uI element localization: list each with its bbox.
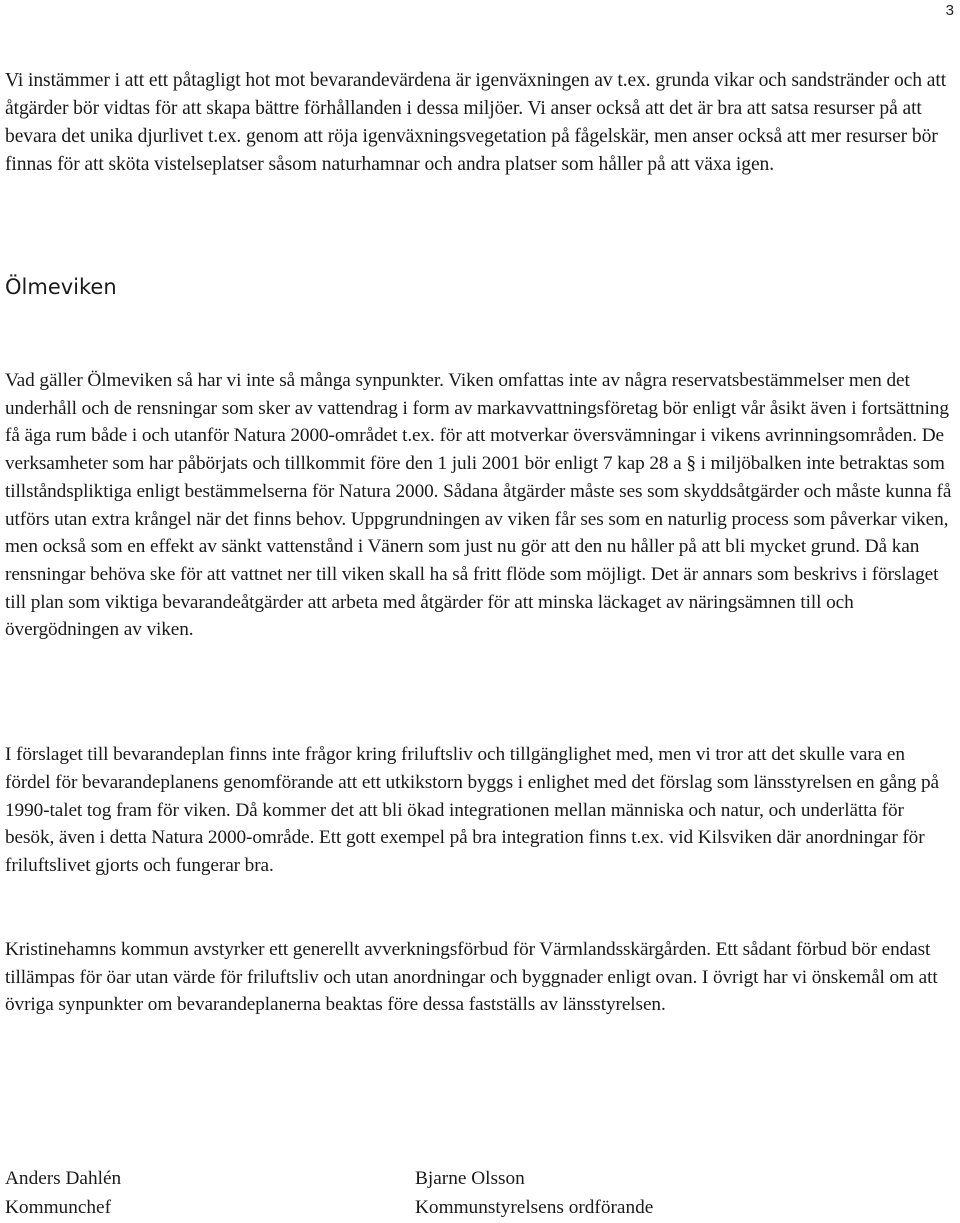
signatory-title: Kommunstyrelsens ordförande — [415, 1197, 654, 1218]
section-heading: Ölmeviken — [5, 275, 117, 299]
body-paragraph: Vad gäller Ölmeviken så har vi inte så många synpunkter. Viken omfattas inte av några reservatsbestämmelser men det underhåll och de rensningar som sker av vattendrag i form av markavvattningsföretag bör enligt vår åsikt även i fortsättning få äga rum både i och utanför Natura 2000-området t.ex. för att motverkar översvämningar i vikens avrinningsområden. De verksamheter som har påbörjats och tillkommit före den 1 juli 2001 bör enligt 7 kap 28 a § i miljöbalken inte betraktas som tillståndspliktiga enligt bestämmelserna för Natura 2000. Sådana åtgärder måste ses som skyddsåtgärder och måste kunna få utförs utan extra krångel när det finns behov. Uppgrundningen av viken får ses som en naturlig process som påverkar viken, men också som en effekt av sänkt vattenstånd i Vänern som just nu gör att den nu håller på att bli mycket grund. Då kan rensningar behöva ske för att vattnet ner till viken skall ha så fritt flöde som möjligt. Det är annars som beskrivs i förslaget till plan som viktiga bevarandeåtgärder att arbeta med åtgärder för att minska läckaget av näringsämnen till och övergödningen av viken. — [5, 370, 952, 641]
body-paragraph: Kristinehamns kommun avstyrker ett generellt avverkningsförbud för Värmlandsskärgården. Ett sådant förbud bör endast tillämpas för öar utan värde för friluftsliv och utan anordningar och byggnader enligt ovan. I övrigt har vi önskemål om att övriga synpunkter om bevarandeplanerna beaktas före dessa fastställs av länsstyrelsen. — [5, 939, 938, 1016]
signatory-title: Kommunchef — [5, 1197, 112, 1218]
signatory-name: Anders Dahlén — [5, 1168, 122, 1189]
intro-paragraph: Vi instämmer i att ett påtagligt hot mot bevarandevärdena är igenväxningen av t.ex. grunda vikar och sandstränder och att åtgärder bör vidtas för att skapa bättre förhållanden i dessa miljöer. Vi anser också att det är bra att satsa resurser på att bevara det unika djurlivet t.ex. genom att röja igenväxningsvegetation på fågelskär, men anser också att mer resurser bör finnas för att sköta vistelseplatser såsom naturhamnar och andra platser som håller på att växa igen. — [5, 70, 947, 175]
signatory-name: Bjarne Olsson — [415, 1168, 525, 1189]
signature-block — [415, 1164, 653, 1222]
signature-block — [5, 1164, 121, 1222]
body-paragraph: I förslaget till bevarandeplan finns inte frågor kring friluftsliv och tillgänglighet med, men vi tror att det skulle vara en fördel för bevarandeplanens genomförande att ett utkikstorn byggs i enlighet med det förslag som länsstyrelsen en gång på 1990-talet tog fram för viken. Då kommer det att bli ökad integrationen mellan människa och natur, och underlätta för besök, även i detta Natura 2000-område. Ett gott exempel på bra integration finns t.ex. vid Kilsviken där anordningar för friluftslivet gjorts och fungerar bra. — [5, 744, 940, 877]
page-number: 3 — [945, 2, 954, 19]
